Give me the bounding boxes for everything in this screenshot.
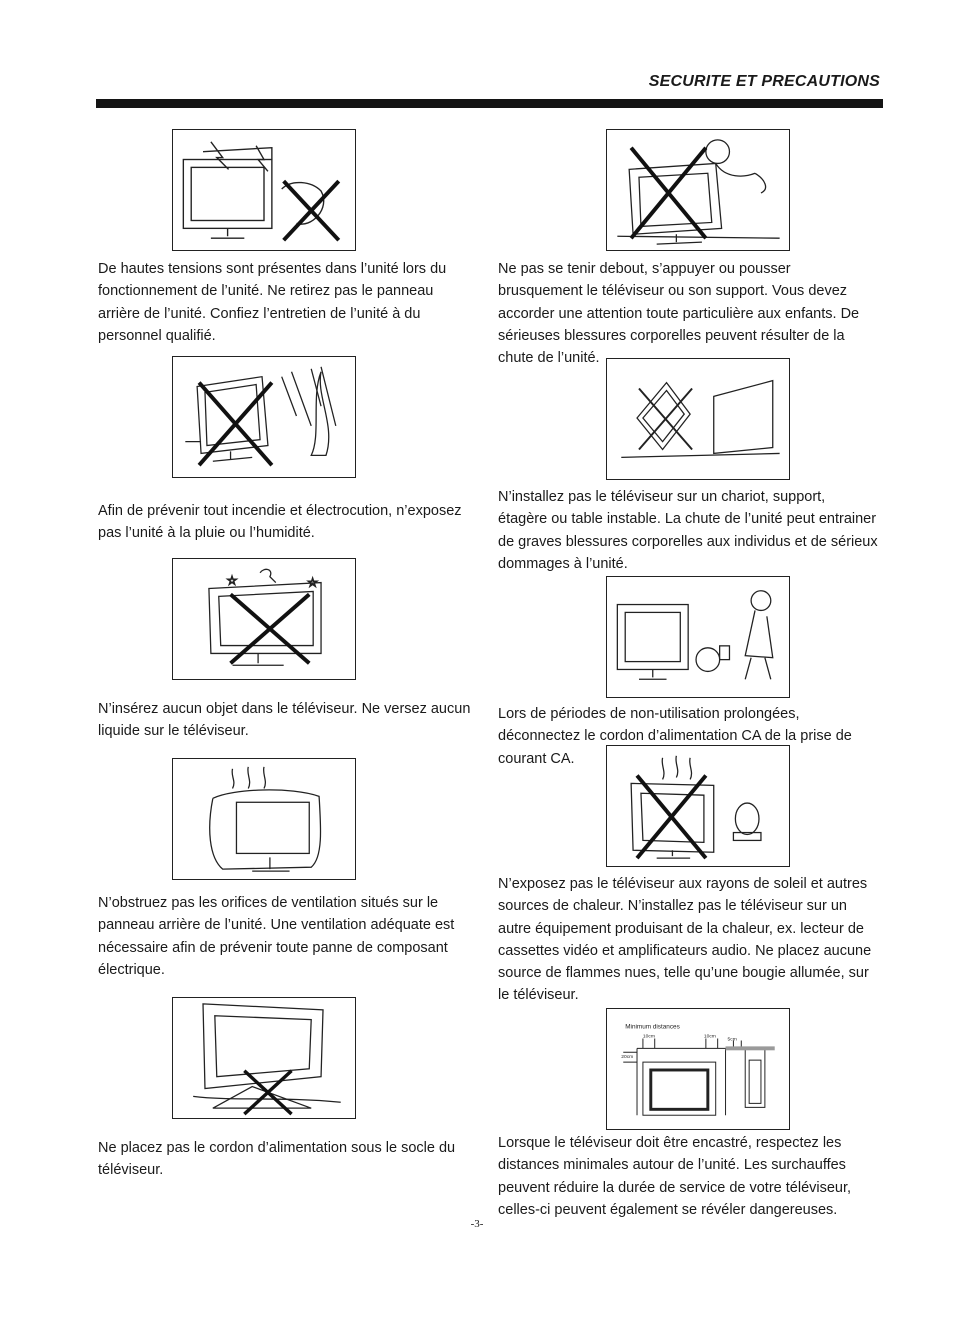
illustration-rain bbox=[172, 356, 356, 478]
distance-5cm: 5cm bbox=[727, 1037, 737, 1043]
left-paragraph-2: Afin de prévenir tout incendie et électrocution, n’exposez pas l’unité à la pluie ou l’humidité. bbox=[98, 503, 462, 542]
page-header-title: SECURITE ET PRECAUTIONS bbox=[648, 73, 880, 90]
illustration-heat-source bbox=[606, 745, 790, 867]
illustration-no-objects bbox=[172, 558, 356, 680]
illustration-unplug bbox=[606, 576, 790, 698]
illustration-min-distances bbox=[606, 1008, 790, 1130]
left-paragraph-3: N’insérez aucun objet dans le téléviseur. Ne versez aucun liquide sur le téléviseur. bbox=[98, 701, 471, 740]
right-paragraph-3: Lors de périodes de non-utilisation prolongées, déconnectez le cordon d’alimentation CA de la prise de courant CA. bbox=[498, 706, 852, 767]
left-paragraph-4: N’obstruez pas les orifices de ventilation situés sur le panneau arrière de l’unité. Une ventilation adéquate est nécessaire afin de prévenir toute panne de composant électrique. bbox=[98, 895, 455, 978]
distance-10cm-b: 10cm bbox=[703, 1034, 716, 1040]
illustration-unstable-stand bbox=[606, 358, 790, 480]
right-paragraph-1: Ne pas se tenir debout, s’appuyer ou pousser brusquement le téléviseur ou son support. Vous devez accorder une attention toute particulière aux enfants. De sérieuses blessures corporelles peuvent résulter de la chute de l’unité. bbox=[498, 261, 860, 367]
page-number: -3- bbox=[470, 1218, 484, 1230]
right-paragraph-2: N’installez pas le téléviseur sur un chariot, support, étagère ou table instable. La chute de l’unité peut entrainer de graves blessures corporelles aux individus et de sérieux dommages à l’unité. bbox=[498, 489, 878, 572]
svg-text:☆: ☆ bbox=[307, 575, 318, 590]
distance-10cm-a: 10cm bbox=[642, 1034, 655, 1040]
header-rule bbox=[96, 99, 883, 108]
left-paragraph-5: Ne placez pas le cordon d’alimentation sous le socle du téléviseur. bbox=[98, 1140, 456, 1179]
svg-text:☆: ☆ bbox=[226, 573, 238, 588]
distance-20cm: 20cm bbox=[621, 1055, 634, 1061]
illustration-power-cord bbox=[172, 997, 356, 1119]
illustration-ventilation-covered bbox=[172, 758, 356, 880]
right-paragraph-5: Lorsque le téléviseur doit être encastré, respectez les distances minimales autour de l’unité. Les surchauffes peuvent réduire la durée de service de votre téléviseur, celles-ci peuvent également se révéler dangereuses. bbox=[498, 1135, 852, 1218]
min-distances-label: Minimum distances bbox=[625, 1023, 680, 1031]
left-paragraph-1: De hautes tensions sont présentes dans l’unité lors du fonctionnement de l’unité. Ne retirez pas le panneau arrière de l’unité. Confiez l’entretien de l’unité à du personnel qualifié. bbox=[98, 261, 447, 344]
right-paragraph-4: N’exposez pas le téléviseur aux rayons de soleil et autres sources de chaleur. N’installez pas le téléviseur sur un autre équipement produisant de la chaleur, ex. lecteur de cassettes vidéo et amplificateurs audio. Ne placez aucune source de flammes nues, telle qu’une bougie allumée, sur le téléviseur. bbox=[498, 876, 872, 1004]
illustration-high-voltage bbox=[172, 129, 356, 251]
illustration-no-leaning bbox=[606, 129, 790, 251]
